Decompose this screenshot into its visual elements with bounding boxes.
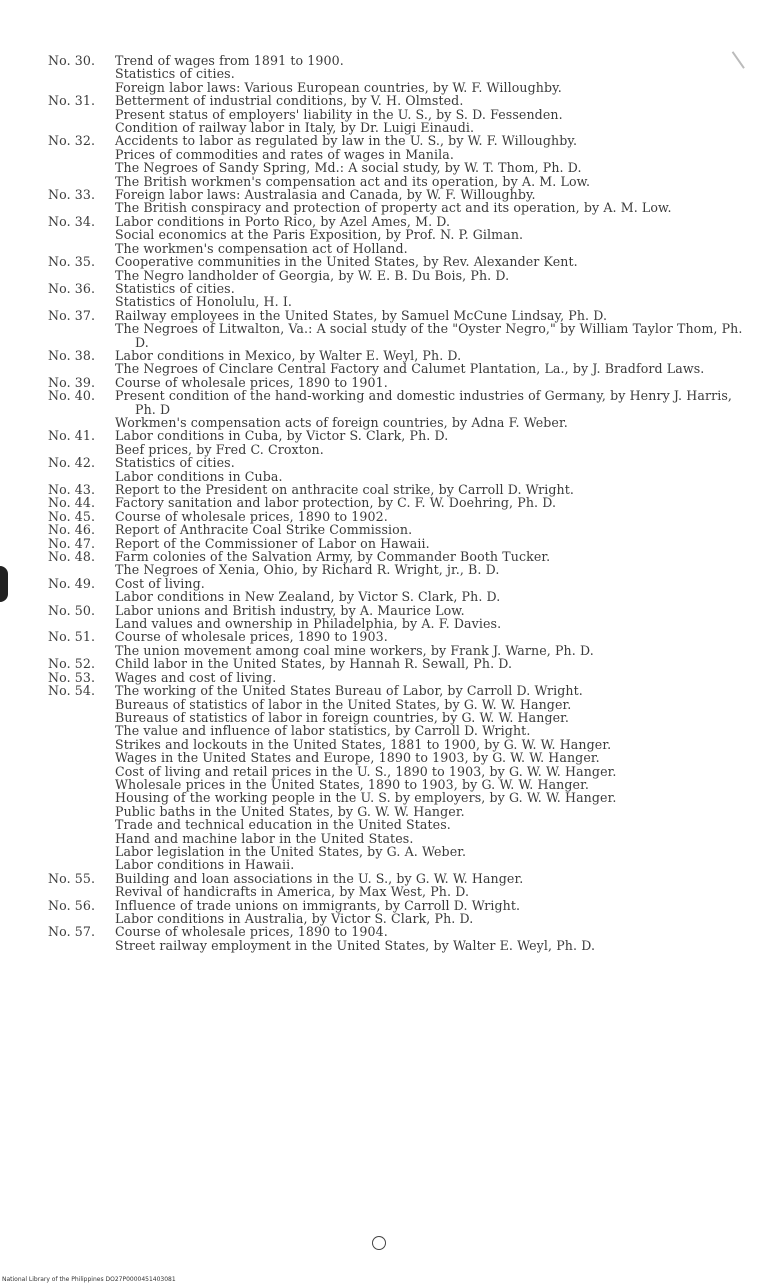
article-title: The working of the United States Bureau of Labor, by Carroll D. Wright. [115, 683, 583, 699]
bulletin-number: No. 38. [48, 347, 96, 363]
article-title: Strikes and lockouts in the United States, 1881 to 1900, by G. W. W. Hanger. [115, 736, 612, 752]
article-title: Course of wholesale prices, 1890 to 1902. [115, 508, 388, 524]
article-title: Bureaus of statistics of labor in foreign countries, by G. W. W. Hanger. [115, 709, 570, 725]
bulletin-number: No. 31. [48, 93, 96, 109]
bulletin-entry [48, 604, 748, 631]
article-title: The value and influence of labor statistics, by Carroll D. Wright. [115, 723, 531, 739]
article-title: Labor conditions in Cuba. [115, 468, 283, 484]
bulletin-number: No. 30. [48, 53, 96, 68]
article-title: Course of wholesale prices, 1890 to 1901. [115, 374, 388, 390]
bulletin-number: No. 44. [48, 495, 96, 511]
bulletin-number: No. 55. [48, 870, 96, 886]
bulletin-number: No. 34. [48, 213, 96, 229]
bulletin-entry [48, 349, 748, 376]
bulletin-entry [48, 577, 748, 604]
bulletin-entry [48, 456, 748, 483]
bulletin-entry [48, 255, 748, 282]
article-title: Railway employees in the United States, by Samuel McCune Lindsay, Ph. D. [115, 307, 608, 323]
article-title: The Negroes of Litwalton, Va.: A social study of the "Oyster Negro," by William Taylor Thom, Ph. D. [115, 321, 743, 350]
bulletin-entry [48, 925, 748, 952]
bulletin-number: No. 52. [48, 656, 96, 672]
article-title: Land values and ownership in Philadelphia, by A. F. Davies. [115, 616, 502, 632]
article-title: Report to the President on anthracite coal strike, by Carroll D. Wright. [115, 482, 575, 497]
article-title: Labor conditions in Porto Rico, by Azel Ames, M. D. [115, 213, 451, 229]
article-title: Influence of trade unions on immigrants, by Carroll D. Wright. [115, 897, 521, 913]
article-title: Labor conditions in Cuba, by Victor S. Clark, Ph. D. [115, 428, 449, 444]
article-title: Statistics of Honolulu, H. I. [115, 294, 293, 310]
article-title: Betterment of industrial conditions, by V. H. Olmsted. [115, 93, 464, 109]
article-title: Foreign labor laws: Australasia and Canada, by W. F. Willoughby. [115, 187, 536, 203]
scan-footer-label: National Library of the Philippines DO27P0000451403081 [2, 1276, 176, 1283]
article-title: The British conspiracy and protection of property act and its operation, by A. M. Low. [115, 200, 672, 216]
bulletin-entry [48, 657, 748, 670]
bulletin-number: No. 33. [48, 187, 96, 203]
bulletin-entry [48, 429, 748, 456]
bulletin-number: No. 56. [48, 897, 96, 913]
bulletin-entry [48, 671, 748, 684]
bulletin-entry [48, 496, 748, 509]
bulletin-list [48, 54, 748, 952]
article-title: Social economics at the Paris Exposition, by Prof. N. P. Gilman. [115, 227, 524, 243]
bulletin-entry [48, 309, 748, 349]
bulletin-number: No. 49. [48, 575, 96, 591]
article-title: Child labor in the United States, by Hannah R. Sewall, Ph. D. [115, 656, 513, 672]
article-title: Labor unions and British industry, by A. Maurice Low. [115, 602, 465, 618]
article-title: Revival of handicrafts in America, by Max West, Ph. D. [115, 884, 470, 900]
bulletin-entry [48, 899, 748, 926]
bulletin-number: No. 50. [48, 602, 96, 618]
article-title: Accidents to labor as regulated by law in the U. S., by W. F. Willoughby. [115, 133, 578, 149]
article-title: Report of the Commissioner of Labor on Hawaii. [115, 535, 430, 551]
bulletin-entry [48, 94, 748, 134]
article-title: The British workmen's compensation act and its operation, by A. M. Low. [115, 173, 591, 189]
page-circle-mark [372, 1236, 386, 1250]
bulletin-number: No. 32. [48, 133, 96, 149]
article-title: Cost of living. [115, 575, 205, 591]
bulletin-entry [48, 510, 748, 523]
bulletin-entry [48, 376, 748, 389]
article-title: Factory sanitation and labor protection, by C. F. W. Doehring, Ph. D. [115, 495, 557, 511]
article-title: Statistics of cities. [115, 455, 235, 471]
bulletin-entry [48, 215, 748, 255]
bulletin-number: No. 46. [48, 522, 96, 538]
article-title: Prices of commodities and rates of wages in Manila. [115, 146, 454, 162]
binding-smudge [0, 566, 8, 602]
article-title: The workmen's compensation act of Holland. [115, 240, 408, 256]
article-title: Report of Anthracite Coal Strike Commission. [115, 522, 413, 538]
bulletin-entry [48, 523, 748, 536]
article-title: Workmen's compensation acts of foreign countries, by Adna F. Weber. [115, 414, 568, 430]
article-title: Wholesale prices in the United States, 1890 to 1903, by G. W. W. Hanger. [115, 776, 589, 792]
bulletin-number: No. 36. [48, 280, 96, 296]
bulletin-number: No. 54. [48, 683, 96, 699]
article-title: Labor legislation in the United States, by G. A. Weber. [115, 843, 467, 859]
bulletin-entry [48, 684, 748, 872]
bulletin-number: No. 43. [48, 482, 96, 497]
article-title: Course of wholesale prices, 1890 to 1904. [115, 924, 388, 940]
article-title: Condition of railway labor in Italy, by Dr. Luigi Einaudi. [115, 120, 475, 136]
bulletin-entry [48, 630, 748, 657]
bulletin-number: No. 40. [48, 388, 96, 404]
article-title: Statistics of cities. [115, 280, 235, 296]
bulletin-entry [48, 550, 748, 577]
article-title: Present status of employers' liability in the U. S., by S. D. Fessenden. [115, 106, 563, 122]
bulletin-number: No. 35. [48, 254, 96, 270]
article-title: Hand and machine labor in the United States. [115, 830, 414, 846]
article-title: Street railway employment in the United States, by Walter E. Weyl, Ph. D. [115, 937, 596, 953]
bulletin-number: No. 57. [48, 924, 96, 940]
article-title: The Negroes of Cinclare Central Factory and Calumet Plantation, La., by J. Bradford Laws. [115, 361, 705, 377]
bulletin-entry [48, 483, 748, 496]
bulletin-number: No. 39. [48, 374, 96, 390]
bulletin-entry [48, 282, 748, 309]
bulletin-number: No. 42. [48, 455, 96, 471]
article-title: The Negroes of Xenia, Ohio, by Richard R. Wright, jr., B. D. [115, 562, 500, 578]
article-title: The Negro landholder of Georgia, by W. E. B. Du Bois, Ph. D. [115, 267, 510, 283]
bulletin-entry [48, 389, 748, 429]
article-title: Trend of wages from 1891 to 1900. [115, 53, 344, 68]
bulletin-entry [48, 537, 748, 550]
bulletin-number: No. 47. [48, 535, 96, 551]
article-title: Labor conditions in New Zealand, by Victor S. Clark, Ph. D. [115, 589, 501, 605]
article-title: Course of wholesale prices, 1890 to 1903. [115, 629, 388, 645]
article-title: The union movement among coal mine workers, by Frank J. Warne, Ph. D. [115, 642, 594, 658]
bulletin-number: No. 41. [48, 428, 96, 444]
article-title: Trade and technical education in the United States. [115, 817, 451, 833]
article-title: Beef prices, by Fred C. Croxton. [115, 441, 324, 457]
article-title: Cooperative communities in the United States, by Rev. Alexander Kent. [115, 254, 578, 270]
bulletin-number: No. 53. [48, 669, 96, 685]
article-title: Foreign labor laws: Various European countries, by W. F. Willoughby. [115, 79, 562, 95]
article-title: Labor conditions in Mexico, by Walter E. Weyl, Ph. D. [115, 347, 462, 363]
bulletin-entry [48, 188, 748, 215]
article-title: Public baths in the United States, by G. W. W. Hanger. [115, 803, 465, 819]
bulletin-number: No. 48. [48, 549, 96, 565]
article-title: Housing of the working people in the U. S. by employers, by G. W. W. Hanger. [115, 790, 617, 806]
article-title: Statistics of cities. [115, 66, 235, 82]
article-title: Farm colonies of the Salvation Army, by Commander Booth Tucker. [115, 549, 551, 565]
article-title: Wages in the United States and Europe, 1890 to 1903, by G. W. W. Hanger. [115, 750, 600, 766]
article-title: Labor conditions in Hawaii. [115, 857, 295, 873]
article-title: The Negroes of Sandy Spring, Md.: A social study, by W. T. Thom, Ph. D. [115, 160, 582, 176]
article-title: Building and loan associations in the U. S., by G. W. W. Hanger. [115, 870, 524, 886]
article-title: Present condition of the hand-working and domestic industries of Germany, by Henry J. Harris, Ph. D [115, 388, 732, 417]
bulletin-entry [48, 54, 748, 94]
bulletin-number: No. 45. [48, 508, 96, 524]
article-title: Labor conditions in Australia, by Victor S. Clark, Ph. D. [115, 911, 474, 926]
article-title: Bureaus of statistics of labor in the United States, by G. W. W. Hanger. [115, 696, 572, 712]
bulletin-number: No. 37. [48, 307, 96, 323]
bulletin-entry [48, 134, 748, 188]
article-title: Cost of living and retail prices in the U. S., 1890 to 1903, by G. W. W. Hanger. [115, 763, 617, 779]
bulletin-entry [48, 872, 748, 899]
article-title: Wages and cost of living. [115, 669, 277, 685]
bulletin-number: No. 51. [48, 629, 96, 645]
